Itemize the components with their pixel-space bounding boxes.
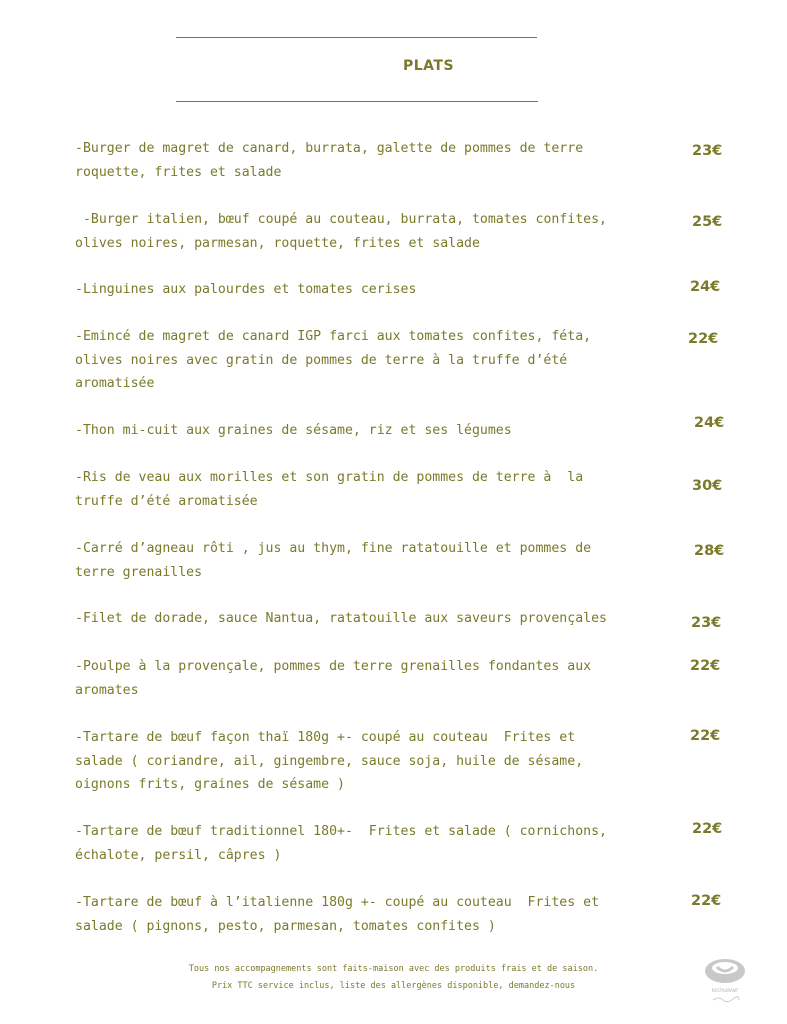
item-price: 24€ — [694, 415, 725, 431]
logo-signature-icon — [701, 995, 749, 1003]
menu-item — [75, 891, 675, 938]
menu-item — [75, 655, 675, 702]
top-divider — [176, 37, 537, 38]
menu-item — [75, 607, 675, 631]
logo-text: RESTAURANT — [711, 988, 739, 993]
item-description: -Carré d’agneau rôti , jus au thym, fine ratatouille et pommes de terre grenailles — [75, 541, 592, 580]
item-description: -Tartare de bœuf façon thaï 180g +- coupé au couteau Frites et salade ( coriandre, ail, gingembre, sauce soja, huile de sésame, oignons frits, graines de sésame ) — [75, 730, 584, 792]
item-price: 24€ — [690, 279, 721, 295]
menu-item — [75, 278, 675, 302]
logo-icon — [701, 955, 749, 987]
restaurant-logo — [701, 955, 749, 1005]
menu-item — [75, 419, 675, 443]
item-description: -Linguines aux palourdes et tomates cerises — [75, 282, 417, 297]
item-price: 25€ — [692, 214, 723, 230]
menu-item — [75, 726, 675, 797]
menu-item — [75, 537, 675, 584]
item-description: -Burger de magret de canard, burrata, galette de pommes de terre roquette, frites et salade — [75, 141, 584, 180]
menu-item — [75, 208, 675, 255]
menu-item — [75, 466, 675, 513]
page-title: PLATS — [402, 58, 455, 74]
item-description: -Thon mi-cuit aux graines de sésame, riz et ses légumes — [75, 423, 512, 438]
item-description: -Tartare de bœuf à l’italienne 180g +- coupé au couteau Frites et salade ( pignons, pesto, parmesan, tomates confites ) — [75, 895, 600, 934]
item-description: -Tartare de bœuf traditionnel 180+- Frites et salade ( cornichons, échalote, persil, câpres ) — [75, 824, 607, 863]
item-description: -Burger italien, bœuf coupé au couteau, burrata, tomates confites, olives noires, parmesan, roquette, frites et salade — [75, 212, 607, 251]
item-price: 23€ — [691, 615, 722, 631]
footer-note: Tous nos accompagnements sont faits-maison avec des produits frais et de saison. — [188, 964, 599, 974]
menu-item — [75, 137, 675, 184]
menu-item — [75, 820, 675, 867]
item-price: 30€ — [692, 478, 723, 494]
item-price: 22€ — [690, 728, 721, 744]
menu-item — [75, 325, 675, 396]
footer-legal: Prix TTC service inclus, liste des allergènes disponible, demandez-nous — [211, 981, 576, 991]
item-price: 28€ — [694, 543, 725, 559]
bottom-divider — [176, 101, 538, 102]
item-description: -Emincé de magret de canard IGP farci aux tomates confites, féta, olives noires avec gratin de pommes de terre à la truffe d’été aromatisée — [75, 329, 592, 391]
item-description: -Poulpe à la provençale, pommes de terre grenailles fondantes aux aromates — [75, 659, 592, 698]
item-description: -Ris de veau aux morilles et son gratin de pommes de terre à la truffe d’été aromatisée — [75, 470, 584, 509]
item-price: 22€ — [692, 821, 723, 837]
item-price: 22€ — [691, 893, 722, 909]
item-price: 22€ — [690, 658, 721, 674]
item-description: -Filet de dorade, sauce Nantua, ratatouille aux saveurs provençales — [75, 611, 607, 626]
item-price: 22€ — [688, 331, 719, 347]
item-price: 23€ — [692, 143, 723, 159]
